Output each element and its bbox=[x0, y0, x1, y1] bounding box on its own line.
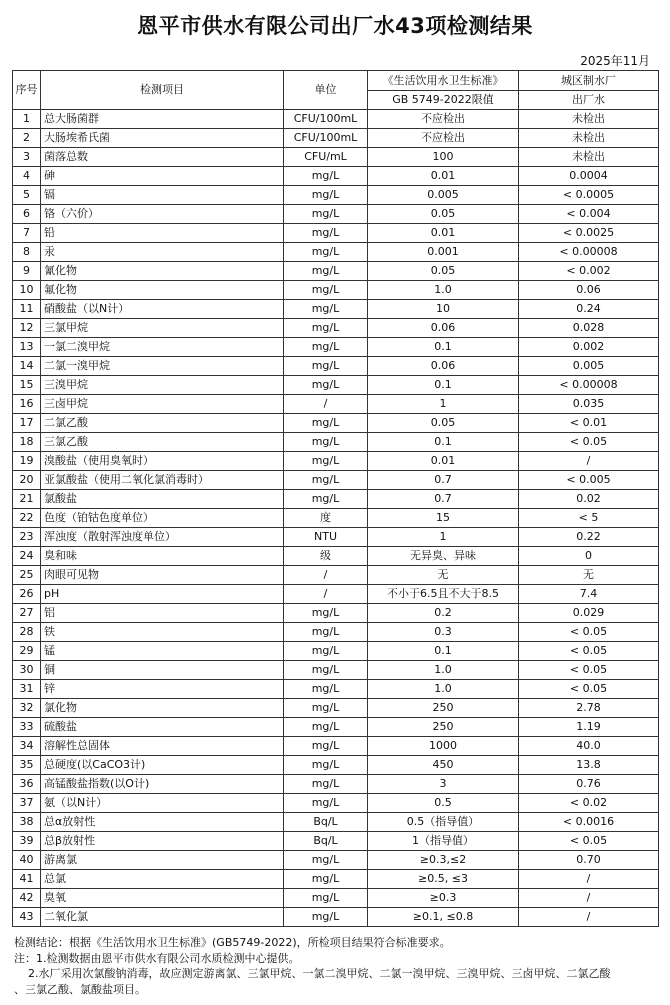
table-row bbox=[13, 623, 659, 642]
row-limit: 不应检出 bbox=[368, 129, 519, 148]
row-result: 13.8 bbox=[519, 756, 659, 775]
row-limit: 15 bbox=[368, 509, 519, 528]
row-limit: 0.01 bbox=[368, 224, 519, 243]
row-unit: / bbox=[284, 566, 368, 585]
table-row bbox=[13, 338, 659, 357]
row-number: 18 bbox=[13, 433, 41, 452]
row-number: 10 bbox=[13, 281, 41, 300]
row-unit: mg/L bbox=[284, 737, 368, 756]
row-result: < 0.05 bbox=[519, 680, 659, 699]
row-result: 无 bbox=[519, 566, 659, 585]
row-number: 28 bbox=[13, 623, 41, 642]
row-result: 未检出 bbox=[519, 148, 659, 167]
row-result: 0.005 bbox=[519, 357, 659, 376]
row-unit: mg/L bbox=[284, 471, 368, 490]
row-number: 31 bbox=[13, 680, 41, 699]
row-number: 12 bbox=[13, 319, 41, 338]
row-result: 0.002 bbox=[519, 338, 659, 357]
row-unit: mg/L bbox=[284, 281, 368, 300]
row-item: 一氯二溴甲烷 bbox=[41, 338, 284, 357]
row-unit: mg/L bbox=[284, 851, 368, 870]
row-result: 40.0 bbox=[519, 737, 659, 756]
row-result: 未检出 bbox=[519, 129, 659, 148]
table-row bbox=[13, 357, 659, 376]
row-result: < 0.05 bbox=[519, 832, 659, 851]
row-result: / bbox=[519, 870, 659, 889]
table-row bbox=[13, 490, 659, 509]
row-limit: 无 bbox=[368, 566, 519, 585]
row-item: 菌落总数 bbox=[41, 148, 284, 167]
row-limit: 0.01 bbox=[368, 167, 519, 186]
table-row bbox=[13, 167, 659, 186]
table-row bbox=[13, 509, 659, 528]
row-item: 亚氯酸盐（使用二氧化氯消毒时） bbox=[41, 471, 284, 490]
row-item: 三溴甲烷 bbox=[41, 376, 284, 395]
row-unit: mg/L bbox=[284, 718, 368, 737]
row-unit: / bbox=[284, 395, 368, 414]
row-limit: 10 bbox=[368, 300, 519, 319]
row-unit: mg/L bbox=[284, 680, 368, 699]
row-item: 总氯 bbox=[41, 870, 284, 889]
row-item: 二氯一溴甲烷 bbox=[41, 357, 284, 376]
row-result: 7.4 bbox=[519, 585, 659, 604]
row-result: < 0.004 bbox=[519, 205, 659, 224]
table-row bbox=[13, 395, 659, 414]
row-number: 11 bbox=[13, 300, 41, 319]
row-number: 34 bbox=[13, 737, 41, 756]
row-result: < 0.05 bbox=[519, 642, 659, 661]
table-row bbox=[13, 870, 659, 889]
note-2: 2.水厂采用次氯酸钠消毒，故应测定游离氯、三氯甲烷、一氯二溴甲烷、二氯一溴甲烷、三溴甲烷、三卤甲烷、二氯乙酸 bbox=[28, 967, 611, 980]
row-item: 铝 bbox=[41, 604, 284, 623]
row-unit: CFU/mL bbox=[284, 148, 368, 167]
row-number: 23 bbox=[13, 528, 41, 547]
row-number: 3 bbox=[13, 148, 41, 167]
row-item: 溶解性总固体 bbox=[41, 737, 284, 756]
table-row bbox=[13, 471, 659, 490]
row-number: 14 bbox=[13, 357, 41, 376]
row-unit: mg/L bbox=[284, 376, 368, 395]
row-unit: Bq/L bbox=[284, 813, 368, 832]
row-limit: 不小于6.5且不大于8.5 bbox=[368, 585, 519, 604]
row-limit: 1 bbox=[368, 528, 519, 547]
table-row bbox=[13, 566, 659, 585]
row-result: < 0.00008 bbox=[519, 376, 659, 395]
table-row bbox=[13, 604, 659, 623]
table-row bbox=[13, 148, 659, 167]
row-number: 40 bbox=[13, 851, 41, 870]
row-unit: mg/L bbox=[284, 205, 368, 224]
row-number: 25 bbox=[13, 566, 41, 585]
table-row bbox=[13, 243, 659, 262]
row-result: 0.22 bbox=[519, 528, 659, 547]
row-item: 镉 bbox=[41, 186, 284, 205]
table-row bbox=[13, 262, 659, 281]
row-item: 游离氯 bbox=[41, 851, 284, 870]
row-result: < 0.0025 bbox=[519, 224, 659, 243]
row-unit: NTU bbox=[284, 528, 368, 547]
row-item: 总硬度(以CaCO3计) bbox=[41, 756, 284, 775]
header-plant-name: 城区制水厂 bbox=[519, 71, 659, 91]
header-row bbox=[13, 71, 659, 91]
row-result: 0.76 bbox=[519, 775, 659, 794]
row-item: 溴酸盐（使用臭氧时） bbox=[41, 452, 284, 471]
row-result: 2.78 bbox=[519, 699, 659, 718]
row-number: 8 bbox=[13, 243, 41, 262]
row-unit: mg/L bbox=[284, 319, 368, 338]
row-unit: mg/L bbox=[284, 300, 368, 319]
table-row bbox=[13, 680, 659, 699]
row-number: 1 bbox=[13, 110, 41, 129]
row-unit: mg/L bbox=[284, 414, 368, 433]
row-item: 高锰酸盐指数(以O计) bbox=[41, 775, 284, 794]
row-unit: mg/L bbox=[284, 433, 368, 452]
row-item: 氯化物 bbox=[41, 699, 284, 718]
row-unit: mg/L bbox=[284, 908, 368, 927]
row-limit: 无异臭、异味 bbox=[368, 547, 519, 566]
table-row bbox=[13, 319, 659, 338]
table-row bbox=[13, 813, 659, 832]
table-row bbox=[13, 642, 659, 661]
row-item: 臭和味 bbox=[41, 547, 284, 566]
row-unit: mg/L bbox=[284, 870, 368, 889]
row-number: 27 bbox=[13, 604, 41, 623]
row-result: < 5 bbox=[519, 509, 659, 528]
row-item: 总大肠菌群 bbox=[41, 110, 284, 129]
row-number: 42 bbox=[13, 889, 41, 908]
header-no: 序号 bbox=[13, 71, 41, 110]
row-number: 43 bbox=[13, 908, 41, 927]
row-result: < 0.02 bbox=[519, 794, 659, 813]
row-result: 0.24 bbox=[519, 300, 659, 319]
row-limit: 0.05 bbox=[368, 262, 519, 281]
row-item: 二氯乙酸 bbox=[41, 414, 284, 433]
row-result: < 0.05 bbox=[519, 661, 659, 680]
row-unit: mg/L bbox=[284, 756, 368, 775]
row-result: < 0.0016 bbox=[519, 813, 659, 832]
row-number: 33 bbox=[13, 718, 41, 737]
table-row bbox=[13, 205, 659, 224]
row-result: < 0.002 bbox=[519, 262, 659, 281]
table-row bbox=[13, 775, 659, 794]
row-limit: ≥0.3 bbox=[368, 889, 519, 908]
row-limit: ≥0.3,≤2 bbox=[368, 851, 519, 870]
row-limit: 0.1 bbox=[368, 642, 519, 661]
header-item: 检测项目 bbox=[41, 71, 284, 110]
row-unit: mg/L bbox=[284, 623, 368, 642]
row-number: 6 bbox=[13, 205, 41, 224]
row-limit: 不应检出 bbox=[368, 110, 519, 129]
table-row bbox=[13, 300, 659, 319]
row-item: pH bbox=[41, 585, 284, 604]
report-date: 2025年11月 bbox=[580, 54, 650, 68]
table-row bbox=[13, 376, 659, 395]
row-result: 1.19 bbox=[519, 718, 659, 737]
row-number: 13 bbox=[13, 338, 41, 357]
row-unit: mg/L bbox=[284, 490, 368, 509]
row-limit: 0.5 bbox=[368, 794, 519, 813]
row-item: 氰化物 bbox=[41, 262, 284, 281]
row-result: 0 bbox=[519, 547, 659, 566]
row-unit: mg/L bbox=[284, 775, 368, 794]
row-number: 29 bbox=[13, 642, 41, 661]
row-result: < 0.005 bbox=[519, 471, 659, 490]
row-item: 锰 bbox=[41, 642, 284, 661]
row-item: 砷 bbox=[41, 167, 284, 186]
row-limit: 0.001 bbox=[368, 243, 519, 262]
row-unit: mg/L bbox=[284, 604, 368, 623]
row-number: 19 bbox=[13, 452, 41, 471]
row-item: 二氧化氯 bbox=[41, 908, 284, 927]
row-number: 32 bbox=[13, 699, 41, 718]
footer-notes bbox=[14, 935, 664, 997]
row-limit: 100 bbox=[368, 148, 519, 167]
row-number: 9 bbox=[13, 262, 41, 281]
row-limit: 1.0 bbox=[368, 680, 519, 699]
row-limit: 3 bbox=[368, 775, 519, 794]
table-row bbox=[13, 737, 659, 756]
row-number: 15 bbox=[13, 376, 41, 395]
note-1: 注：1.检测数据由恩平市供水有限公司水质检测中心提供。 bbox=[14, 951, 300, 965]
table-body bbox=[13, 110, 659, 927]
table-row bbox=[13, 851, 659, 870]
row-unit: CFU/100mL bbox=[284, 129, 368, 148]
row-result: 0.0004 bbox=[519, 167, 659, 186]
row-limit: 0.05 bbox=[368, 414, 519, 433]
row-number: 20 bbox=[13, 471, 41, 490]
table-row bbox=[13, 699, 659, 718]
row-result: 0.035 bbox=[519, 395, 659, 414]
row-number: 17 bbox=[13, 414, 41, 433]
row-result: / bbox=[519, 889, 659, 908]
row-number: 16 bbox=[13, 395, 41, 414]
row-limit: 1000 bbox=[368, 737, 519, 756]
table-row bbox=[13, 110, 659, 129]
row-item: 氯酸盐 bbox=[41, 490, 284, 509]
table-row bbox=[13, 528, 659, 547]
row-item: 铅 bbox=[41, 224, 284, 243]
table-row bbox=[13, 433, 659, 452]
row-unit: mg/L bbox=[284, 262, 368, 281]
row-unit: mg/L bbox=[284, 452, 368, 471]
row-unit: mg/L bbox=[284, 642, 368, 661]
row-item: 浑浊度（散射浑浊度单位） bbox=[41, 528, 284, 547]
row-limit: 450 bbox=[368, 756, 519, 775]
row-item: 总β放射性 bbox=[41, 832, 284, 851]
row-unit: 级 bbox=[284, 547, 368, 566]
table-row bbox=[13, 661, 659, 680]
row-result: 0.70 bbox=[519, 851, 659, 870]
row-result: 0.02 bbox=[519, 490, 659, 509]
row-limit: 1 bbox=[368, 395, 519, 414]
row-result: 0.028 bbox=[519, 319, 659, 338]
row-limit: 0.1 bbox=[368, 433, 519, 452]
row-result: < 0.01 bbox=[519, 414, 659, 433]
row-unit: mg/L bbox=[284, 224, 368, 243]
row-result: < 0.00008 bbox=[519, 243, 659, 262]
header-unit: 单位 bbox=[284, 71, 368, 110]
row-number: 41 bbox=[13, 870, 41, 889]
row-unit: CFU/100mL bbox=[284, 110, 368, 129]
row-number: 26 bbox=[13, 585, 41, 604]
row-limit: 1.0 bbox=[368, 281, 519, 300]
row-limit: 0.01 bbox=[368, 452, 519, 471]
row-number: 35 bbox=[13, 756, 41, 775]
row-item: 铜 bbox=[41, 661, 284, 680]
row-item: 铬（六价） bbox=[41, 205, 284, 224]
row-limit: 250 bbox=[368, 699, 519, 718]
row-item: 氨（以N计） bbox=[41, 794, 284, 813]
header-plant-water: 出厂水 bbox=[519, 91, 659, 110]
row-number: 37 bbox=[13, 794, 41, 813]
table-row bbox=[13, 452, 659, 471]
row-item: 汞 bbox=[41, 243, 284, 262]
row-unit: mg/L bbox=[284, 338, 368, 357]
table-row bbox=[13, 129, 659, 148]
table-row bbox=[13, 414, 659, 433]
row-limit: 0.7 bbox=[368, 490, 519, 509]
row-item: 硝酸盐（以N计） bbox=[41, 300, 284, 319]
row-unit: mg/L bbox=[284, 186, 368, 205]
row-limit: 0.2 bbox=[368, 604, 519, 623]
row-unit: mg/L bbox=[284, 167, 368, 186]
row-limit: 0.1 bbox=[368, 376, 519, 395]
header-standard-name: 《生活饮用水卫生标准》 bbox=[368, 71, 519, 91]
row-result: < 0.05 bbox=[519, 433, 659, 452]
table-row bbox=[13, 718, 659, 737]
row-number: 7 bbox=[13, 224, 41, 243]
row-number: 22 bbox=[13, 509, 41, 528]
header-standard-code: GB 5749-2022限值 bbox=[368, 91, 519, 110]
row-number: 39 bbox=[13, 832, 41, 851]
row-item: 总α放射性 bbox=[41, 813, 284, 832]
table-row bbox=[13, 908, 659, 927]
row-result: 0.029 bbox=[519, 604, 659, 623]
table-row bbox=[13, 889, 659, 908]
row-item: 三氯乙酸 bbox=[41, 433, 284, 452]
conclusion: 检测结论：根据《生活饮用水卫生标准》(GB5749-2022)，所检项目结果符合标准要求。 bbox=[14, 936, 451, 949]
table-row bbox=[13, 281, 659, 300]
row-number: 5 bbox=[13, 186, 41, 205]
row-result: < 0.0005 bbox=[519, 186, 659, 205]
row-unit: mg/L bbox=[284, 794, 368, 813]
row-limit: 0.05 bbox=[368, 205, 519, 224]
table-row bbox=[13, 547, 659, 566]
table-row bbox=[13, 585, 659, 604]
table-row bbox=[13, 756, 659, 775]
row-limit: 0.7 bbox=[368, 471, 519, 490]
results-table bbox=[12, 70, 659, 927]
row-item: 大肠埃希氏菌 bbox=[41, 129, 284, 148]
row-item: 三氯甲烷 bbox=[41, 319, 284, 338]
row-result: / bbox=[519, 452, 659, 471]
row-limit: 0.005 bbox=[368, 186, 519, 205]
row-limit: ≥0.1, ≤0.8 bbox=[368, 908, 519, 927]
table-row bbox=[13, 832, 659, 851]
row-result: / bbox=[519, 908, 659, 927]
row-number: 21 bbox=[13, 490, 41, 509]
row-item: 臭氧 bbox=[41, 889, 284, 908]
row-limit: ≥0.5, ≤3 bbox=[368, 870, 519, 889]
row-item: 三卤甲烷 bbox=[41, 395, 284, 414]
row-item: 氟化物 bbox=[41, 281, 284, 300]
row-result: 0.06 bbox=[519, 281, 659, 300]
table-row bbox=[13, 186, 659, 205]
row-item: 肉眼可见物 bbox=[41, 566, 284, 585]
row-item: 色度（铂钴色度单位） bbox=[41, 509, 284, 528]
row-result: 未检出 bbox=[519, 110, 659, 129]
row-limit: 0.1 bbox=[368, 338, 519, 357]
row-number: 24 bbox=[13, 547, 41, 566]
row-number: 4 bbox=[13, 167, 41, 186]
row-unit: 度 bbox=[284, 509, 368, 528]
row-number: 36 bbox=[13, 775, 41, 794]
row-limit: 0.3 bbox=[368, 623, 519, 642]
row-limit: 0.06 bbox=[368, 319, 519, 338]
row-limit: 1（指导值） bbox=[368, 832, 519, 851]
row-item: 硫酸盐 bbox=[41, 718, 284, 737]
row-number: 2 bbox=[13, 129, 41, 148]
row-result: < 0.05 bbox=[519, 623, 659, 642]
row-unit: Bq/L bbox=[284, 832, 368, 851]
table-row bbox=[13, 224, 659, 243]
row-unit: mg/L bbox=[284, 357, 368, 376]
row-item: 铁 bbox=[41, 623, 284, 642]
row-limit: 0.06 bbox=[368, 357, 519, 376]
row-number: 38 bbox=[13, 813, 41, 832]
row-limit: 250 bbox=[368, 718, 519, 737]
row-unit: mg/L bbox=[284, 699, 368, 718]
row-unit: / bbox=[284, 585, 368, 604]
note-2-continued: 、三氯乙酸、氯酸盐项目。 bbox=[14, 982, 146, 996]
row-unit: mg/L bbox=[284, 243, 368, 262]
row-unit: mg/L bbox=[284, 661, 368, 680]
row-number: 30 bbox=[13, 661, 41, 680]
row-unit: mg/L bbox=[284, 889, 368, 908]
page-title: 恩平市供水有限公司出厂水43项检测结果 bbox=[137, 14, 533, 38]
row-limit: 1.0 bbox=[368, 661, 519, 680]
row-item: 锌 bbox=[41, 680, 284, 699]
row-limit: 0.5（指导值） bbox=[368, 813, 519, 832]
table-row bbox=[13, 794, 659, 813]
